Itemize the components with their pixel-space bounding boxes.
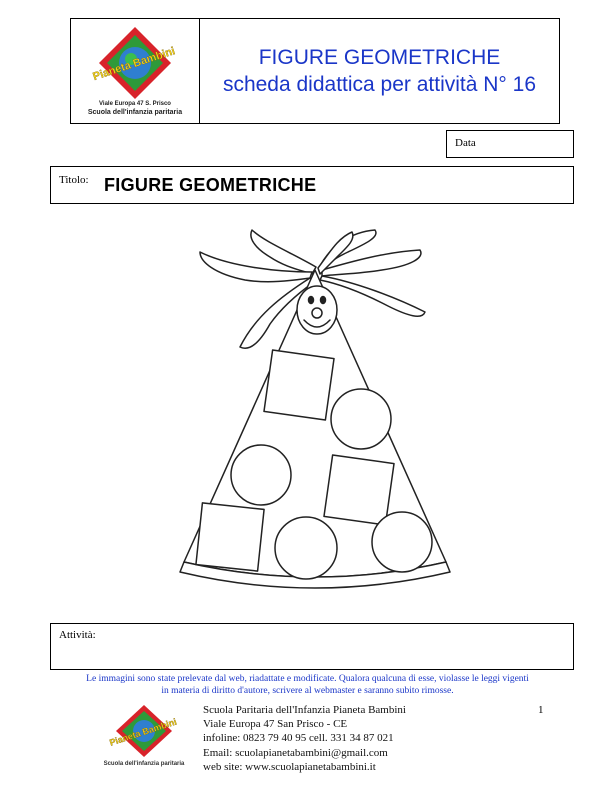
- disclaimer-line-2: in materia di diritto d'autore, scrivere al webmaster e saranno subito rimosse.: [161, 686, 454, 696]
- disclaimer-line-1: Le immagini sono state prelevate dal web, riadattate e modificate. Qualora qualcuna di esse, violasse le leggi vigenti: [86, 674, 529, 684]
- party-hat-drawing: [170, 212, 460, 612]
- title-field: [50, 166, 574, 204]
- logo-subtitle: Scuola dell'infanzia paritaria: [87, 109, 183, 116]
- ribbon-left-top: [251, 230, 316, 274]
- copyright-disclaimer: [30, 673, 585, 697]
- header-title: [200, 19, 559, 123]
- footer-contact: [203, 703, 406, 774]
- footer-email[interactable]: Email: scuolapianetabambini@gmail.com: [203, 746, 388, 759]
- square-2: [324, 455, 394, 525]
- title-label: Titolo:: [59, 174, 89, 186]
- circle-3: [275, 517, 337, 579]
- page-number: 1: [538, 704, 544, 716]
- square-1: [264, 350, 334, 420]
- circle-4: [372, 512, 432, 572]
- school-logo: [71, 19, 200, 123]
- title-value: FIGURE GEOMETRICHE: [104, 175, 317, 195]
- circle-2: [231, 445, 291, 505]
- footer-logo-text: Pianeta Bambini: [108, 716, 178, 748]
- activity-field[interactable]: [50, 623, 574, 670]
- footer-school-name: Scuola Paritaria dell'Infanzia Pianeta Bambini: [203, 704, 406, 716]
- circle-1: [331, 389, 391, 449]
- footer-address: Viale Europa 47 San Prisco - CE: [203, 718, 348, 731]
- date-field[interactable]: [446, 130, 574, 158]
- left-eye: [309, 297, 314, 304]
- title-line-2: scheda didattica per attività N° 16: [222, 73, 537, 96]
- date-label: Data: [455, 137, 476, 149]
- logo-text: Pianeta Bambini: [91, 45, 177, 84]
- logo-address: Viale Europa 47 S. Prisco: [99, 101, 171, 107]
- logo-graphic: [71, 19, 199, 123]
- footer-logo: [98, 703, 190, 767]
- right-eye: [321, 297, 326, 304]
- activity-label: Attività:: [59, 629, 96, 641]
- square-3: [196, 503, 264, 571]
- footer-website[interactable]: web site: www.scuolapianetabambini.it: [203, 760, 376, 773]
- title-line-1: FIGURE GEOMETRICHE: [258, 46, 501, 69]
- nose: [312, 308, 322, 318]
- footer-phone: infoline: 0823 79 40 95 cell. 331 34 87 021: [203, 732, 394, 745]
- footer-logo-subtitle: Scuola dell'infanzia paritaria: [103, 761, 185, 767]
- header-box: [70, 18, 560, 124]
